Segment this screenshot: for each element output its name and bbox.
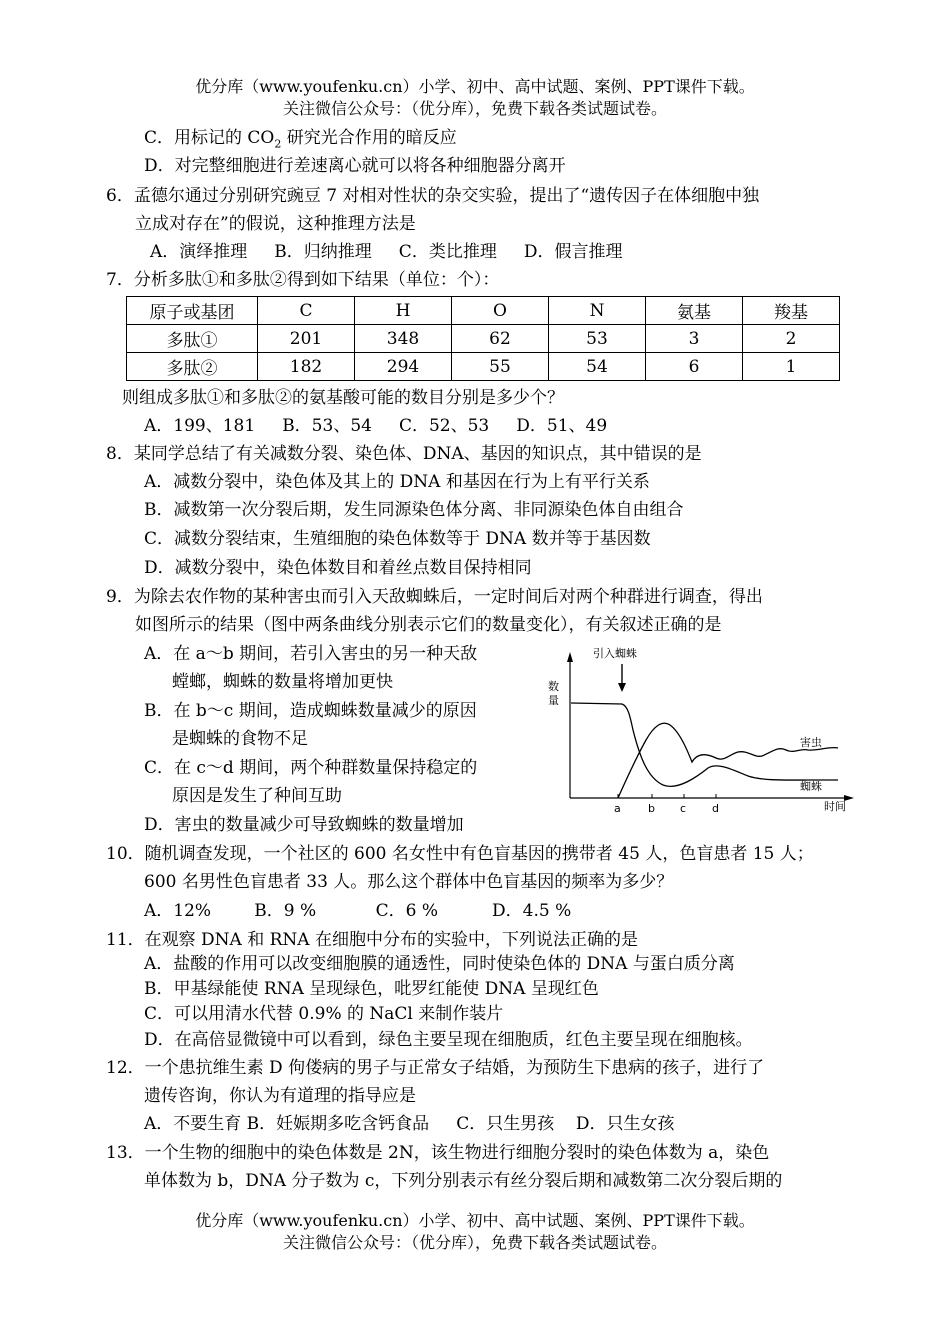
- spider-label: 蜘蛛: [800, 780, 822, 793]
- q9-number: 9．: [106, 587, 134, 607]
- q13-stem-2: 单体数为 b，DNA 分子数为 c，下列分别表示有丝分裂后期和减数第二次分裂后期的: [144, 1171, 783, 1191]
- q9-stem-text-1: 为除去农作物的某种害虫而引入天敌蜘蛛后，一定时间后对两个种群进行调查，得出: [133, 587, 763, 607]
- q8-stem-text: 某同学总结了有关减数分裂、染色体、DNA、基因的知识点，其中错误的是: [133, 444, 702, 464]
- tick-label-d: d: [712, 802, 719, 815]
- tick-label-a: a: [614, 802, 621, 815]
- q9-option-b-2: 是蜘蛛的食物不足: [172, 729, 308, 749]
- table-cell: 62: [452, 325, 549, 353]
- table-header-cell: N: [549, 297, 646, 325]
- table-cell: 55: [452, 353, 549, 381]
- table-cell: 53: [549, 325, 646, 353]
- tick-label-b: b: [648, 802, 655, 815]
- q9-option-b-1: B．在 b～c 期间，造成蜘蛛数量减少的原因: [144, 701, 477, 721]
- q5-option-c-pre: C．用标记的 CO: [144, 128, 275, 148]
- table-header-row: [127, 297, 840, 325]
- tick-label-c: c: [680, 802, 687, 815]
- q5-option-d: D．对完整细胞进行差速离心就可以将各种细胞器分离开: [144, 156, 566, 176]
- q11-stem-text: 在观察 DNA 和 RNA 在细胞中分布的实验中，下列说法正确的是: [144, 930, 638, 950]
- x-axis-label: 时间: [824, 800, 846, 813]
- q6-stem-2: 立成对存在”的假说，这种推理方法是: [135, 214, 416, 234]
- q7-options: A．199、181 B．53、54 C．52、53 D．51、49: [144, 416, 608, 436]
- table-cell: 54: [549, 353, 646, 381]
- table-header-cell: H: [355, 297, 452, 325]
- q8-option-b: B．减数第一次分裂后期，发生同源染色体分离、非同源染色体自由组合: [144, 500, 684, 520]
- table-cell: 294: [355, 353, 452, 381]
- table-header-cell: C: [258, 297, 355, 325]
- q8-number: 8．: [106, 444, 134, 464]
- table-cell: 2: [743, 325, 840, 353]
- table-row: [127, 325, 840, 353]
- q6-stem-text-1: 孟德尔通过分别研究豌豆 7 对相对性状的杂交实验，提出了“遗传因子在体细胞中独: [133, 186, 760, 206]
- header-line-2: 关注微信公众号：（优分库），免费下载各类试题试卷。: [282, 99, 667, 118]
- q10-number: 10．: [106, 844, 145, 864]
- footer-line-2: 关注微信公众号：（优分库），免费下载各类试题试卷。: [282, 1233, 667, 1252]
- table-cell: 201: [258, 325, 355, 353]
- q9-stem-2: 如图所示的结果（图中两条曲线分别表示它们的数量变化），有关叙述正确的是: [135, 615, 722, 635]
- q12-stem-1: [106, 1056, 764, 1080]
- q10-options: A．12% B．9 % C．6 % D．4.5 %: [144, 901, 572, 921]
- q10-stem-2: 600 名男性色盲患者 33 人。那么这个群体中色盲基因的频率为多少？: [144, 872, 674, 892]
- q5-option-c-sub: 2: [274, 137, 282, 151]
- q7-stem: [106, 268, 499, 292]
- q8-stem: [106, 442, 702, 466]
- q11-option-d: D．在高倍显微镜中可以看到，绿色主要呈现在细胞质，红色主要呈现在细胞核。: [144, 1030, 753, 1050]
- table-cell: 6: [646, 353, 743, 381]
- q8-option-c: C．减数分裂结束，生殖细胞的染色体数等于 DNA 数并等于基因数: [144, 529, 651, 549]
- table-header-cell: 氨基: [646, 297, 743, 325]
- table-cell: 3: [646, 325, 743, 353]
- table-cell: 多肽②: [127, 353, 258, 381]
- q9-population-chart: [538, 640, 858, 820]
- q11-number: 11．: [106, 930, 145, 950]
- q6-stem-1: [106, 184, 759, 208]
- q6-number: 6．: [106, 186, 134, 206]
- table-cell: 1: [743, 353, 840, 381]
- y-axis-arrow: [567, 652, 573, 662]
- q9-option-c-1: C．在 c～d 期间，两个种群数量保持稳定的: [144, 758, 478, 778]
- q13-stem-text-1: 一个生物的细胞中的染色体数是 2N，该生物进行细胞分裂时的染色体数为 a，染色: [144, 1143, 770, 1163]
- q8-option-d: D．减数分裂中，染色体数目和着丝点数目保持相同: [144, 558, 532, 578]
- q10-stem-1: [106, 842, 814, 866]
- q12-options: A．不要生育 B．妊娠期多吃含钙食品 C．只生男孩 D．只生女孩: [144, 1114, 675, 1134]
- table-cell: 182: [258, 353, 355, 381]
- y-axis-label-2: 量: [548, 694, 559, 707]
- q7-question: 则组成多肽①和多肽②的氨基酸可能的数目分别是多少个？: [122, 388, 564, 408]
- q12-stem-2: 遗传咨询，你认为有道理的指导应是: [144, 1086, 416, 1106]
- y-axis-label-1: 数: [548, 680, 559, 693]
- q7-table: [126, 296, 840, 381]
- q12-stem-text-1: 一个患抗维生素 D 佝偻病的男子与正常女子结婚，为预防生下患病的孩子，进行了: [144, 1058, 765, 1078]
- table-header-cell: 原子或基团: [127, 297, 258, 325]
- footer-line-1: 优分库（www.youfenku.cn）小学、初中、高中试题、案例、PPT课件下载。: [195, 1211, 755, 1230]
- pest-label: 害虫: [800, 736, 822, 749]
- q11-option-c: C．可以用清水代替 0.9% 的 NaCl 来制作装片: [144, 1004, 504, 1024]
- q7-stem-text: 分析多肽①和多肽②得到如下结果（单位：个）：: [133, 270, 500, 290]
- header-line-1: 优分库（www.youfenku.cn）小学、初中、高中试题、案例、PPT课件下载。: [195, 77, 755, 96]
- annotation-arrow-icon: [618, 683, 626, 692]
- q10-stem-text-1: 随机调查发现，一个社区的 600 名女性中有色盲基因的携带者 45 人，色盲患者 15 人；: [144, 844, 814, 864]
- q5-option-c: [144, 126, 457, 156]
- q8-option-a: A．减数分裂中，染色体及其上的 DNA 和基因在行为上有平行关系: [144, 472, 650, 492]
- q9-option-a-1: A．在 a～b 期间，若引入害虫的另一种天敌: [144, 644, 478, 664]
- table-header-cell: O: [452, 297, 549, 325]
- q9-option-c-2: 原因是发生了种间互助: [172, 786, 342, 806]
- table-row: [127, 353, 840, 381]
- q9-stem-1: [106, 585, 763, 609]
- table-header-cell: 羧基: [743, 297, 840, 325]
- table-cell: 多肽①: [127, 325, 258, 353]
- q13-number: 13．: [106, 1143, 145, 1163]
- q9-option-d: D．害虫的数量减少可导致蜘蛛的数量增加: [144, 815, 464, 835]
- q11-stem: [106, 928, 638, 952]
- pest-curve: [571, 703, 838, 786]
- q12-number: 12．: [106, 1058, 145, 1078]
- q6-options: A．演绎推理 B．归纳推理 C．类比推理 D．假言推理: [150, 242, 623, 262]
- q11-option-a: A．盐酸的作用可以改变细胞膜的通透性，同时使染色体的 DNA 与蛋白质分离: [144, 954, 735, 974]
- table-cell: 348: [355, 325, 452, 353]
- q11-option-b: B．甲基绿能使 RNA 呈现绿色，吡罗红能使 DNA 呈现红色: [144, 979, 599, 999]
- q5-option-c-post: 研究光合作用的暗反应: [281, 128, 457, 148]
- q7-number: 7．: [106, 270, 134, 290]
- chart-annotation-label: 引入蜘蛛: [593, 647, 637, 660]
- q9-option-a-2: 螳螂，蜘蛛的数量将增加更快: [172, 672, 393, 692]
- q13-stem-1: [106, 1141, 769, 1165]
